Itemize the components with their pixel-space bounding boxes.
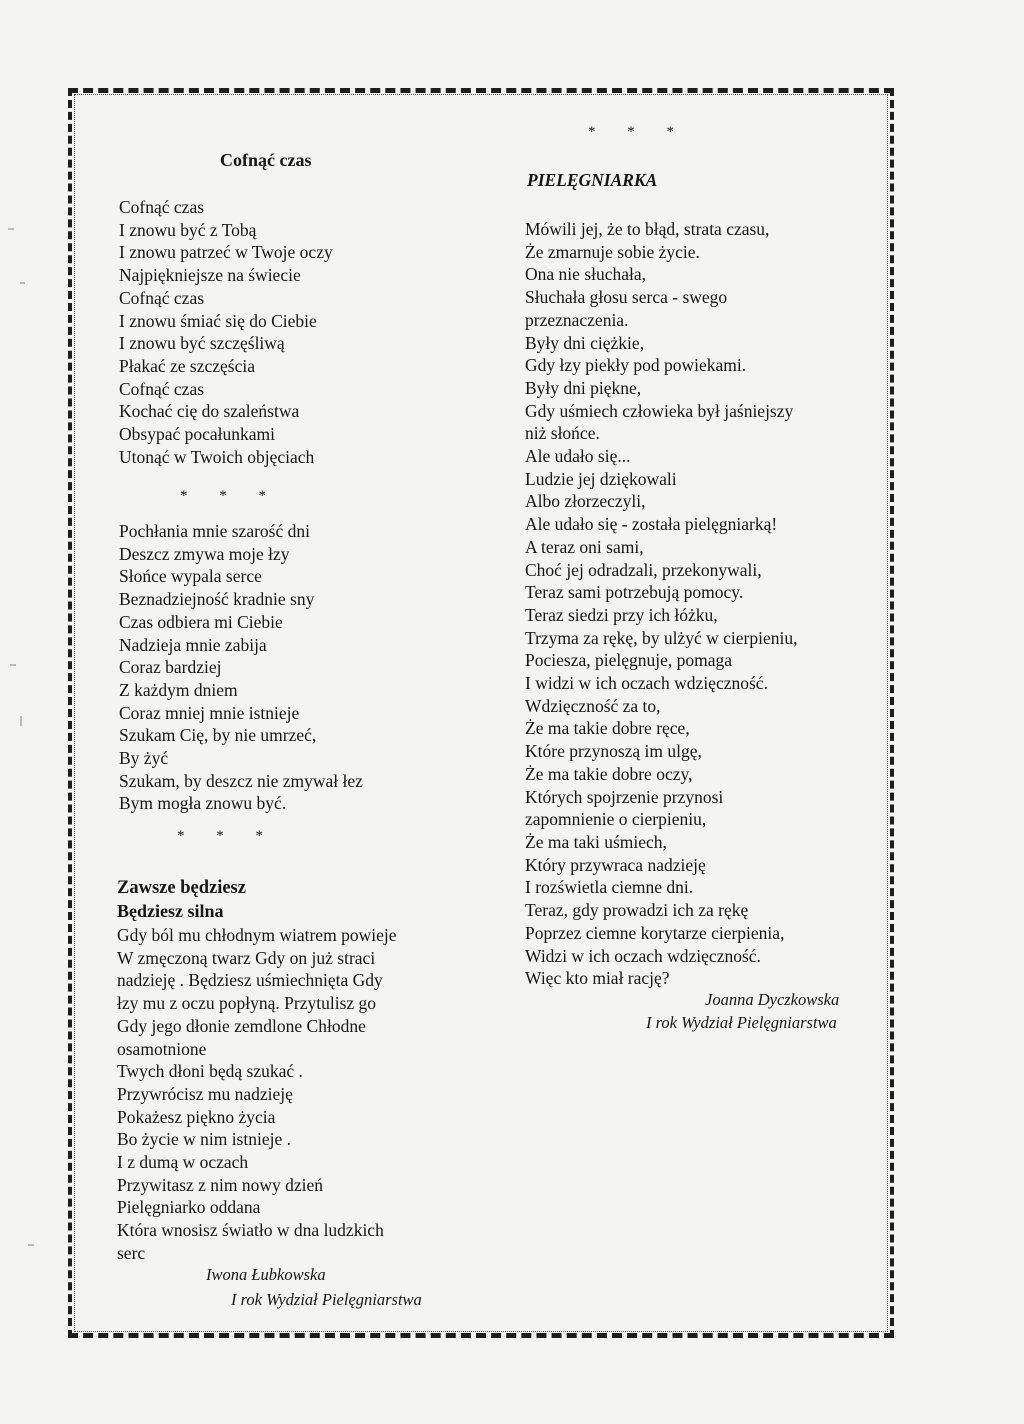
poem-line: Wdzięczność za to, (525, 695, 661, 716)
poem-line: I rozświetla ciemne dni. (525, 877, 694, 898)
poem3-body (117, 924, 396, 1265)
poem-line: Coraz bardziej (119, 657, 222, 678)
poem-line: Kochać cię do szaleństwa (119, 401, 300, 422)
poem-line: Cofnąć czas (119, 287, 205, 308)
poem-line: Cofnąć czas (119, 197, 205, 217)
section-separator: * * * (588, 124, 688, 140)
section-separator: * * * (180, 488, 280, 504)
poem-line: Więc kto miał rację? (525, 968, 670, 989)
poem-line: serc (117, 1242, 146, 1263)
poem-line: Pociesza, pielęgnuje, pomaga (525, 650, 733, 671)
poem-line: Gdy jego dłonie zemdlone Chłodne (117, 1015, 366, 1036)
poem-line: Choć jej odradzali, przekonywali, (525, 559, 762, 580)
scan-mark (8, 228, 14, 230)
poem-line: I znowu być z Tobą (119, 219, 257, 240)
author-name: Iwona Łubkowska (206, 1265, 326, 1284)
poem-line: Który przywraca nadzieję (525, 854, 706, 875)
poem-line: I znowu być szczęśliwą (119, 333, 285, 354)
poem2-body (119, 520, 363, 815)
poem-line: Deszcz zmywa moje łzy (119, 543, 290, 564)
poem-line: A teraz oni sami, (525, 536, 644, 557)
poem-line: Słuchała głosu serca - swego (525, 287, 728, 308)
poem-line: osamotnione (117, 1038, 207, 1059)
poem-line: Szukam Cię, by nie umrzeć, (119, 725, 317, 746)
poem-line: Nadzieja mnie zabija (119, 634, 267, 655)
poem-line: By żyć (119, 748, 169, 769)
poem-line: I widzi w ich oczach wdzięczność. (525, 673, 768, 694)
poem1-title: Cofnąć czas (220, 150, 312, 170)
poem-line: Przywrócisz mu nadzieję (117, 1083, 293, 1104)
poem3-subtitle: Będziesz silna (117, 901, 224, 921)
poem-line: Albo złorzeczyli, (525, 491, 646, 512)
poem-line: Ale udało się... (525, 446, 631, 467)
poem-title: PIELĘGNIARKA (527, 170, 658, 190)
poem-line: niż słońce. (525, 423, 600, 444)
poem-line: zapomnienie o cierpieniu, (525, 809, 707, 830)
scan-mark (10, 664, 16, 666)
poem-line: Były dni ciężkie, (525, 332, 645, 353)
poem-line: Widzi w ich oczach wdzięczność. (525, 945, 761, 966)
poem-line: Coraz mniej mnie istnieje (119, 702, 300, 723)
scan-mark (20, 282, 25, 284)
poem-line: Twych dłoni będą szukać . (117, 1061, 303, 1082)
poem-line: Pochłania mnie szarość dni (119, 521, 310, 541)
poem-line: Że ma takie dobre oczy, (525, 763, 693, 784)
poem-line: Przywitasz z nim nowy dzień (117, 1174, 324, 1195)
scan-mark (20, 716, 22, 726)
poem-line: Najpiękniejsze na świecie (119, 265, 301, 286)
scan-mark (28, 1244, 34, 1246)
poem-line: Cofnąć czas (119, 378, 205, 399)
poem-line: Których spojrzenie przynosi (525, 786, 724, 807)
poem-line: I znowu śmiać się do Ciebie (119, 310, 317, 331)
poem-line: Która wnosisz światło w dna ludzkich (117, 1220, 384, 1241)
poem-line: Mówili jej, że to błąd, strata czasu, (525, 219, 770, 239)
poem-line: Utonąć w Twoich objęciach (119, 446, 315, 467)
poem-line: W zmęczoną twarz Gdy on już straci (117, 947, 376, 968)
poem-line: Ona nie słuchała, (525, 264, 646, 285)
poem-line: Gdy ból mu chłodnym wiatrem powieje (117, 925, 397, 945)
poem3-title: Zawsze będziesz (117, 878, 246, 898)
poem-line: Obsypać pocałunkami (119, 424, 275, 445)
poem-line: Ale udało się - została pielęgniarką! (525, 514, 778, 535)
poem-line: Pokażesz piękno życia (117, 1106, 276, 1127)
poem-line: I z dumą w oczach (117, 1152, 249, 1173)
author-affiliation: I rok Wydział Pielęgniarstwa (646, 1013, 837, 1032)
poem-line: nadzieję . Będziesz uśmiechnięta Gdy (117, 970, 383, 991)
author-name: Joanna Dyczkowska (705, 990, 840, 1009)
poem-line: Bym mogła znowu być. (119, 793, 287, 814)
poem-line: Beznadziejność kradnie sny (119, 589, 315, 610)
poem-line: Teraz sami potrzebują pomocy. (525, 582, 744, 603)
poem-line: Trzyma za rękę, by ulżyć w cierpieniu, (525, 627, 798, 648)
pielegniarka-body (525, 218, 797, 990)
poem-line: łzy mu z oczu popłyną. Przytulisz go (117, 993, 377, 1014)
poem-line: Że zmarnuje sobie życie. (525, 241, 700, 262)
poem-line: Że ma taki uśmiech, (525, 831, 667, 852)
poem-line: Z każdym dniem (119, 679, 238, 700)
poem-line: Gdy łzy piekły pod powiekami. (525, 355, 747, 376)
poem-line: Słońce wypala serce (119, 566, 262, 587)
poem-line: Płakać ze szczęścia (119, 355, 256, 376)
poem-line: Ludzie jej dziękowali (525, 468, 677, 489)
poem-line: przeznaczenia. (525, 309, 629, 330)
author-affiliation: I rok Wydział Pielęgniarstwa (231, 1290, 422, 1309)
poem-line: I znowu patrzeć w Twoje oczy (119, 242, 333, 263)
poem-line: Gdy uśmiech człowieka był jaśniejszy (525, 400, 794, 421)
poem-line: Były dni piękne, (525, 377, 642, 398)
poem-line: Że ma takie dobre ręce, (525, 718, 690, 739)
poem-line: Bo życie w nim istnieje . (117, 1129, 291, 1150)
poem-line: Szukam, by deszcz nie zmywał łez (119, 770, 363, 791)
poem1-body (119, 196, 333, 468)
poem-line: Teraz, gdy prowadzi ich za rękę (525, 900, 749, 921)
section-separator: * * * (177, 828, 277, 844)
poem-line: Które przynoszą im ulgę, (525, 741, 702, 762)
poem-line: Pielęgniarko oddana (117, 1197, 261, 1218)
poem-line: Poprzez ciemne korytarze cierpienia, (525, 922, 785, 943)
poem-line: Czas odbiera mi Ciebie (119, 611, 283, 632)
poem-line: Teraz siedzi przy ich łóżku, (525, 604, 718, 625)
